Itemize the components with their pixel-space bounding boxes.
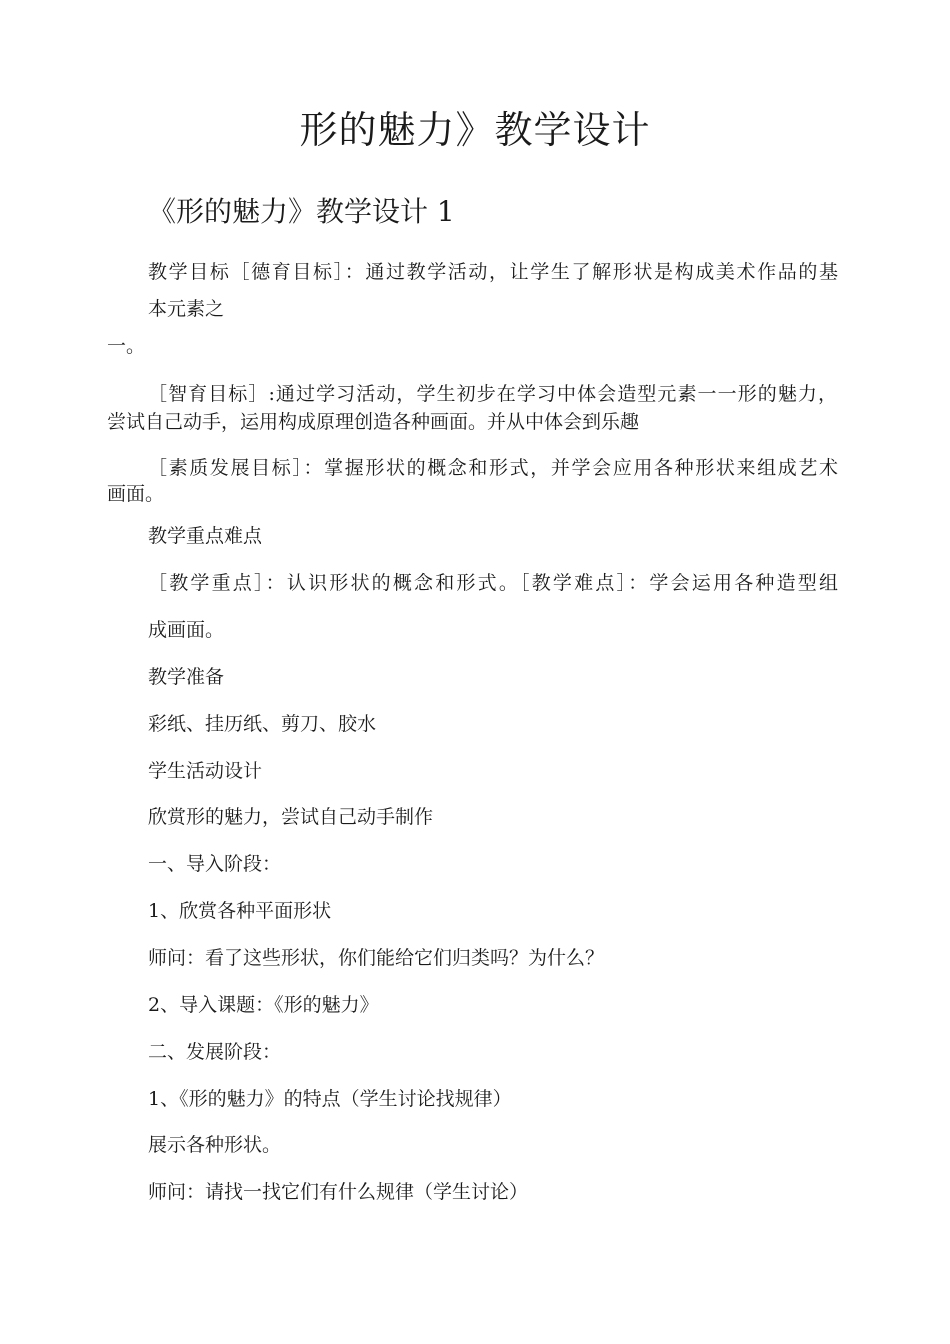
paragraph-line: 一。 <box>107 335 146 357</box>
paragraph-line: ［教学重点］：认识形状的概念和形式。［教学难点］：学会运用各种造型组 <box>148 572 838 594</box>
section-heading: 学生活动设计 <box>148 760 263 782</box>
paragraph-line: 教学目标［德育目标］：通过教学活动，让学生了解形状是构成美术作品的基 <box>148 261 838 283</box>
list-item: 2、导入课题：《形的魅力》 <box>148 994 379 1016</box>
document-title: 形的魅力》教学设计 <box>299 108 651 152</box>
section-heading: 一、导入阶段： <box>148 853 282 875</box>
section-heading: 教学准备 <box>148 666 225 688</box>
paragraph-line: 成画面。 <box>148 619 225 641</box>
paragraph-line: 欣赏形的魅力，尝试自己动手制作 <box>148 806 434 828</box>
section-title: 《形的魅力》教学设计 1 <box>148 195 455 228</box>
section-heading: 二、发展阶段： <box>148 1041 282 1063</box>
paragraph-line: 彩纸、挂历纸、剪刀、胶水 <box>148 713 377 735</box>
paragraph-line: ［素质发展目标］：掌握形状的概念和形式，并学会应用各种形状来组成艺术 <box>148 457 838 479</box>
list-item: 1、欣赏各种平面形状 <box>148 900 332 922</box>
section-heading: 教学重点难点 <box>148 525 263 547</box>
paragraph-line: 师问：看了这些形状，你们能给它们归类吗？为什么？ <box>148 947 605 969</box>
paragraph-line: 尝试自己动手，运用构成原理创造各种画面。并从中体会到乐趣 <box>107 411 640 433</box>
paragraph-line: 本元素之 <box>148 298 225 320</box>
paragraph-line: 画面。 <box>107 483 165 505</box>
paragraph-line: 展示各种形状。 <box>148 1134 282 1156</box>
paragraph-line: 师问：请找一找它们有什么规律（学生讨论） <box>148 1181 529 1203</box>
list-item: 1、《形的魅力》的特点（学生讨论找规律） <box>148 1088 512 1110</box>
paragraph-line: ［智育目标］:通过学习活动，学生初步在学习中体会造型元素一一形的魅力， <box>148 383 837 405</box>
